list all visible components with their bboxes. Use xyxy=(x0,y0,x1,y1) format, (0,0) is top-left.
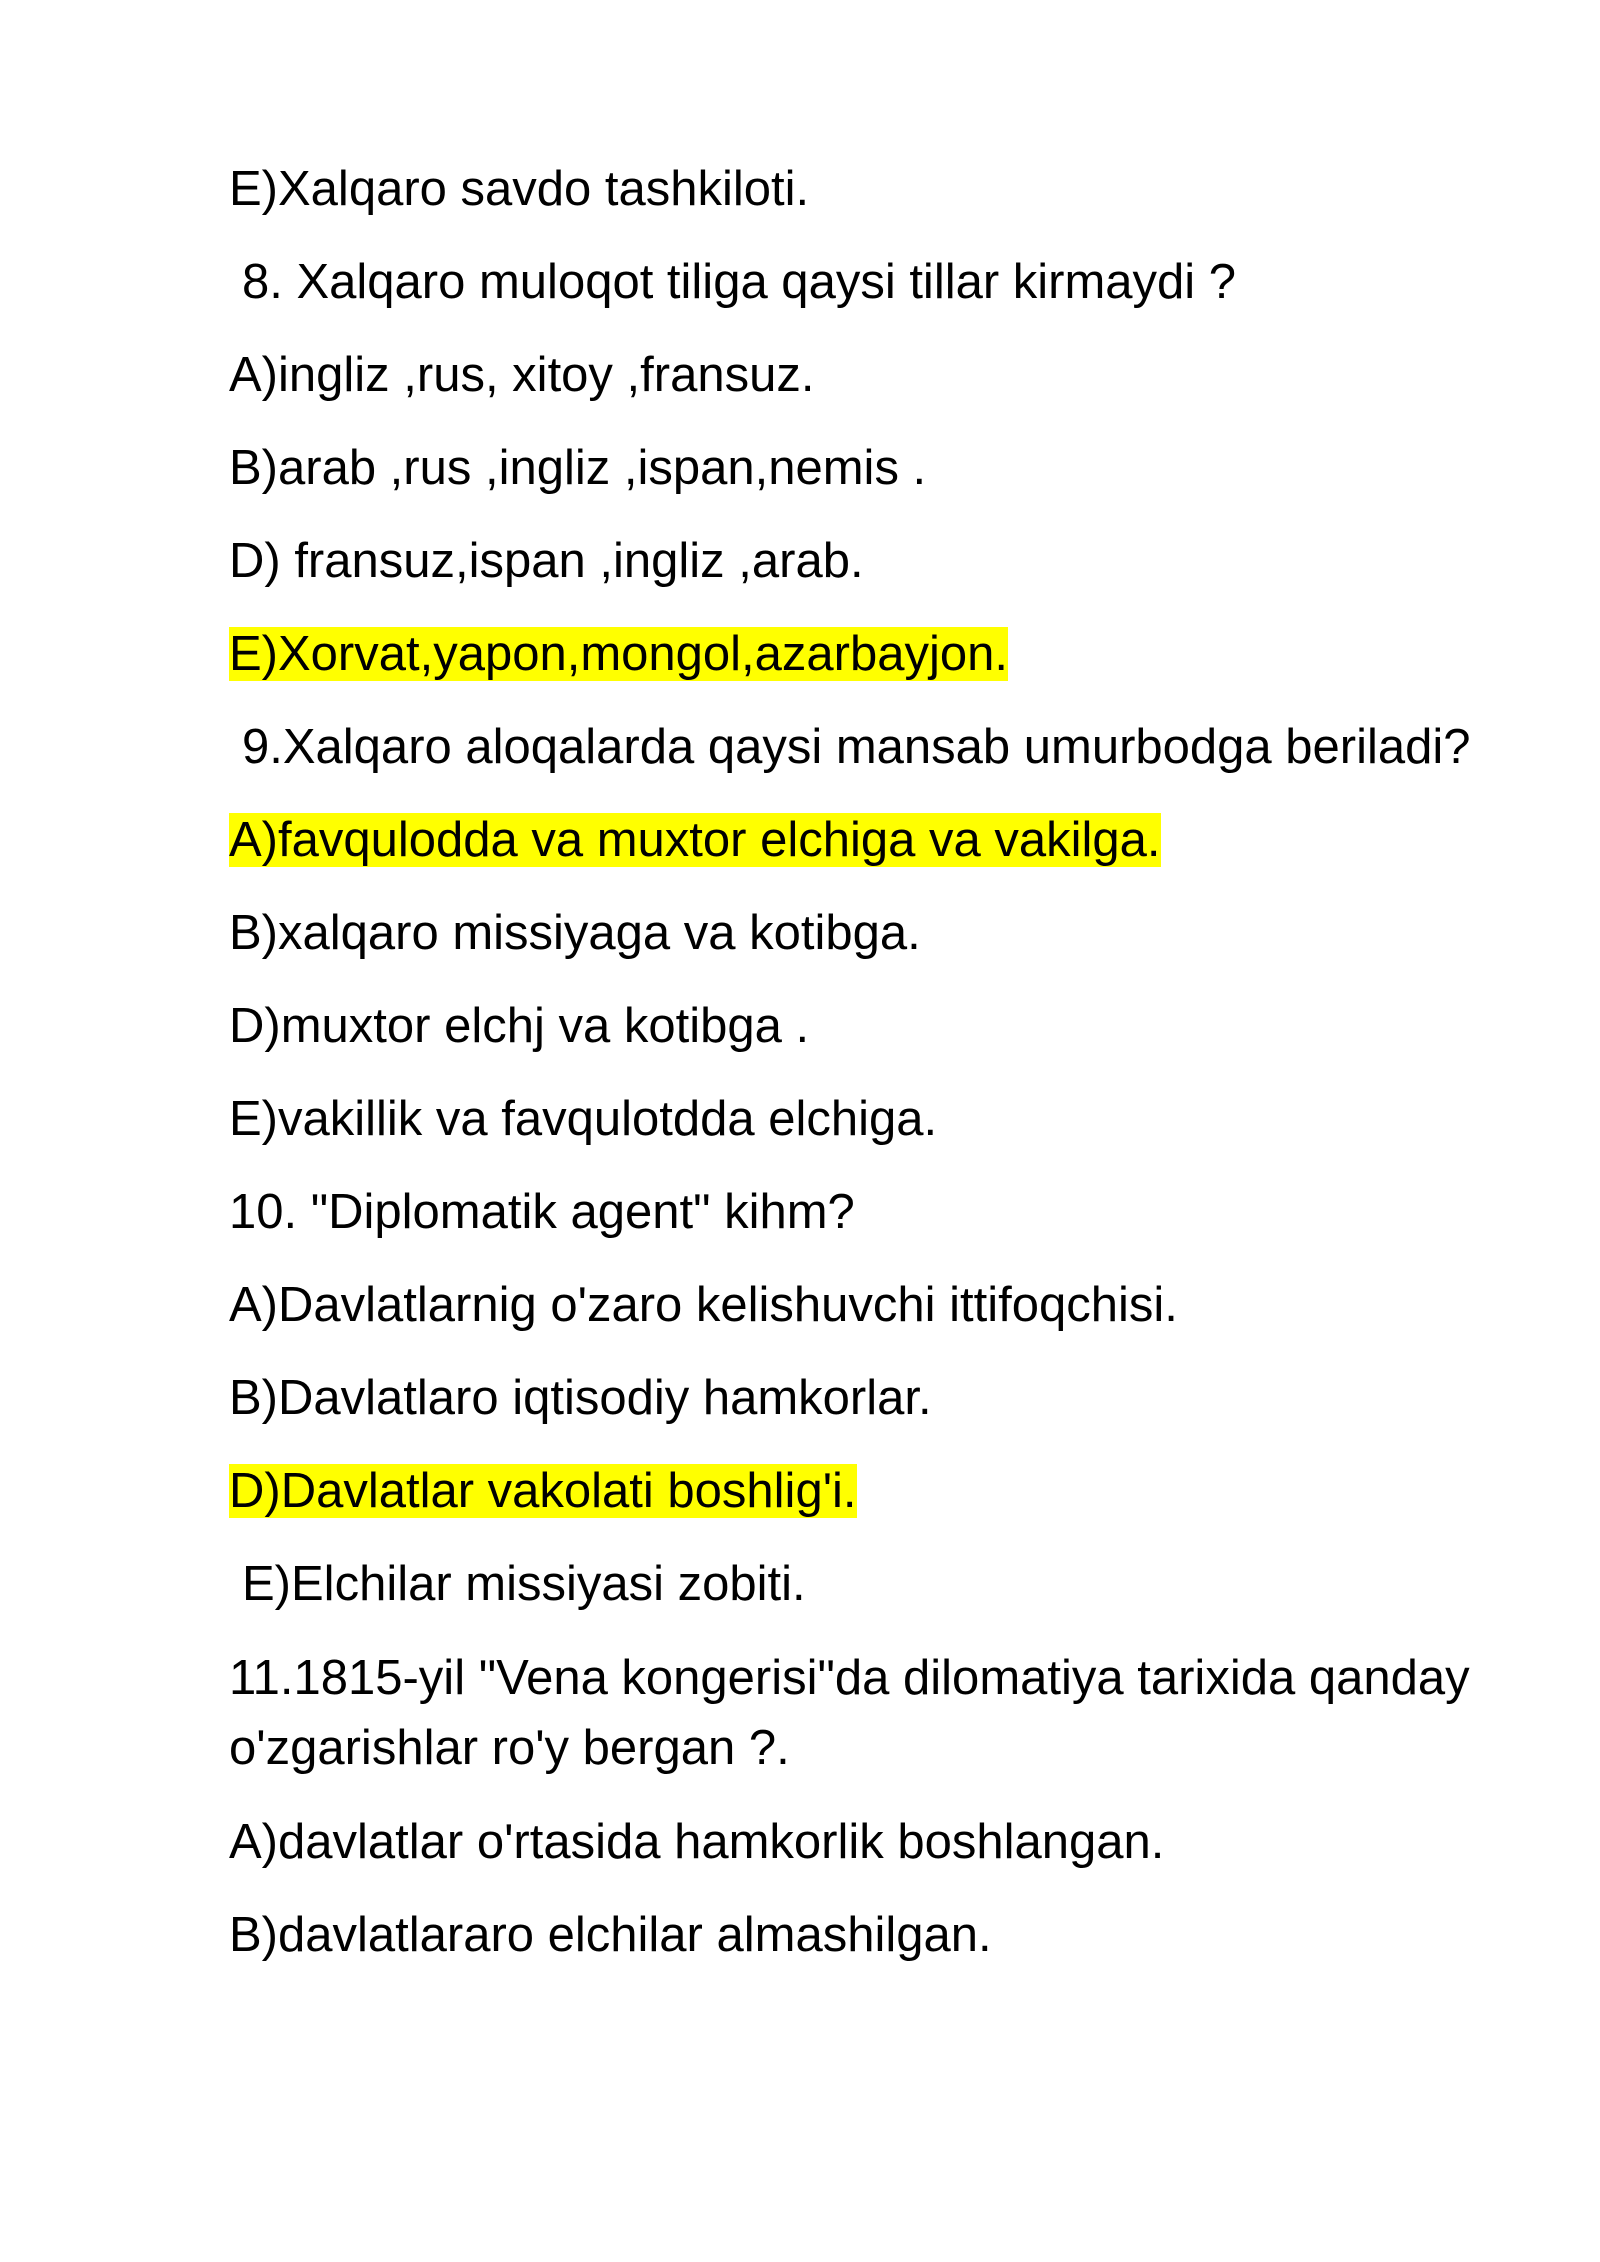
answer-line xyxy=(229,1901,1529,1994)
correct-answer-line xyxy=(229,1457,1529,1550)
answer-text: A)davlatlar o'rtasida hamkorlik boshlangan. xyxy=(229,1815,1165,1869)
document-body xyxy=(229,155,1529,1994)
answer-line xyxy=(229,155,1529,248)
answer-text: E)Elchilar missiyasi zobiti. xyxy=(242,1557,806,1611)
highlighted-answer-text: E)Xorvat,yapon,mongol,azarbayjon. xyxy=(229,627,1008,681)
answer-line xyxy=(229,899,1529,992)
answer-text: D)muxtor elchj va kotibga . xyxy=(229,999,810,1053)
answer-line xyxy=(229,1271,1529,1364)
correct-answer-line xyxy=(229,806,1529,899)
question-line xyxy=(229,713,1529,806)
answer-line xyxy=(229,527,1529,620)
answer-text: A)ingliz ,rus, xitoy ,fransuz. xyxy=(229,348,815,402)
answer-line xyxy=(229,434,1529,527)
answer-line xyxy=(229,1364,1529,1457)
answer-text: E)vakillik va favqulotdda elchiga. xyxy=(229,1092,938,1146)
answer-line xyxy=(229,1808,1529,1901)
answer-text: B)arab ,rus ,ingliz ,ispan,nemis . xyxy=(229,441,927,495)
answer-text: B)Davlatlaro iqtisodiy hamkorlar. xyxy=(229,1371,932,1425)
question-line xyxy=(229,1178,1529,1271)
highlighted-answer-text: A)favqulodda va muxtor elchiga va vakilga. xyxy=(229,813,1161,867)
question-text: 11.1815-yil "Vena kongerisi"da dilomatiya tarixida qanday o'zgarishlar ro'y bergan ?. xyxy=(229,1651,1470,1775)
answer-text: A)Davlatlarnig o'zaro kelishuvchi ittifoqchisi. xyxy=(229,1278,1178,1332)
question-text: 8. Xalqaro muloqot tiliga qaysi tillar kirmaydi ? xyxy=(242,255,1237,309)
question-line xyxy=(229,1643,1529,1808)
answer-line xyxy=(229,1085,1529,1178)
answer-line xyxy=(229,1550,1529,1643)
answer-text: B)xalqaro missiyaga va kotibga. xyxy=(229,906,921,960)
correct-answer-line xyxy=(229,620,1529,713)
highlighted-answer-text: D)Davlatlar vakolati boshlig'i. xyxy=(229,1464,857,1518)
answer-text: B)davlatlararo elchilar almashilgan. xyxy=(229,1908,992,1962)
answer-text: E)Xalqaro savdo tashkiloti. xyxy=(229,162,810,216)
answer-line xyxy=(229,992,1529,1085)
question-text: 9.Xalqaro aloqalarda qaysi mansab umurbodga beriladi? xyxy=(242,720,1471,774)
question-text: 10. "Diplomatik agent" kihm? xyxy=(229,1185,855,1239)
question-line xyxy=(229,248,1529,341)
answer-line xyxy=(229,341,1529,434)
answer-text: D) fransuz,ispan ,ingliz ,arab. xyxy=(229,534,864,588)
